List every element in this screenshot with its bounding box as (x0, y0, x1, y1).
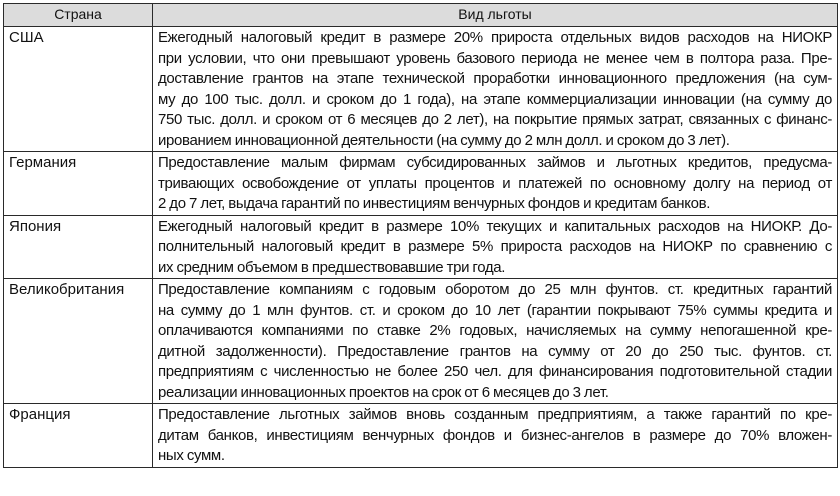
benefit-text-line: их средним объемом в предшествовавшие три года. (158, 258, 506, 276)
benefits-table (3, 3, 838, 468)
benefit-text-line: тривающих освобождение от уплаты процентов и платежей по основному долгу на период от (158, 174, 832, 192)
benefit-text-line: при условии, что они превышают уровень базового периода не менее чем в полтора раза. Пре- (158, 49, 832, 67)
benefit-cell (153, 404, 838, 468)
benefit-text-line: ных сумм. (158, 447, 225, 464)
benefit-cell (153, 152, 838, 216)
benefit-text-line: оплачиваются компаниями по ставке 2% годовых, начисляемых на сумму непогашенной кре- (158, 322, 832, 339)
benefit-text-line: 2 до 7 лет, выдача гарантий по инвестициям венчурных фондов и кредитам банков. (158, 195, 711, 212)
benefit-text-line: на сумму до 1 млн фунтов. ст. и сроком до 10 лет (гарантии покрывают 75% суммы кредита и (158, 301, 832, 319)
benefit-text-line: му до 100 тыс. долл. и сроком до 1 года), на этапе коммерциализации инновации (на сумму до (158, 90, 832, 108)
table-row (4, 279, 838, 404)
benefit-text-line: предприятиям с численностью не более 250 чел. для финансирования подготовительной стадии (158, 363, 832, 380)
country-column-header: Страна (4, 4, 153, 27)
benefit-text-line: 750 тыс. долл. и сроком от 6 месяцев до 2 лет), на покрытие прямых затрат, связанных с финанс- (158, 111, 832, 128)
benefit-text-line: ированием инновационной деятельности (на сумму до 2 млн долл. и сроком до 3 лет). (158, 131, 730, 149)
country-cell: США (4, 27, 153, 152)
header-row (4, 4, 838, 27)
benefit-text-line: дитной задолженности). Предоставление грантов на сумму от 20 до 250 тыс. фунтов. ст. (158, 342, 832, 360)
table-row (4, 215, 838, 279)
benefit-text-line: Предоставление льготных займов вновь созданным предприятиям, а также гарантий по кре- (158, 406, 832, 423)
benefit-cell (153, 27, 838, 152)
table-row (4, 404, 838, 468)
country-cell: Германия (4, 152, 153, 216)
benefit-cell (153, 215, 838, 279)
benefit-text-line: Ежегодный налоговый кредит в размере 20% прироста отдельных видов расходов на НИОКР (158, 29, 832, 46)
benefit-text-line: Предоставление малым фирмам субсидированных займов и льготных кредитов, предусма- (158, 154, 832, 171)
benefit-cell (153, 279, 838, 404)
benefit-text-line: Ежегодный налоговый кредит в размере 10% текущих и капитальных расходов на НИОКР. До- (158, 217, 832, 235)
table-row (4, 152, 838, 216)
benefit-text-line: Предоставление компаниям с годовым оборотом до 25 млн фунтов. ст. кредитных гарантий (158, 281, 832, 298)
benefit-text-line: реализации инновационных проектов на срок от 6 месяцев до 3 лет. (158, 383, 609, 401)
benefit-text-line: доставление грантов на этапе технической проработки инновационного предложения (на сум- (158, 70, 832, 87)
country-cell: Япония (4, 215, 153, 279)
country-cell: Франция (4, 404, 153, 468)
country-cell: Великобритания (4, 279, 153, 404)
benefit-column-header: Вид льготы (153, 4, 838, 27)
benefit-text-line: полнительный налоговый кредит в размере 5% прироста расходов на НИОКР по сравнению с (158, 238, 832, 255)
benefit-text-line: дитам банков, инвестициям венчурных фондов и бизнес-ангелов в размере до 70% вложен- (158, 426, 832, 444)
table-row (4, 27, 838, 152)
